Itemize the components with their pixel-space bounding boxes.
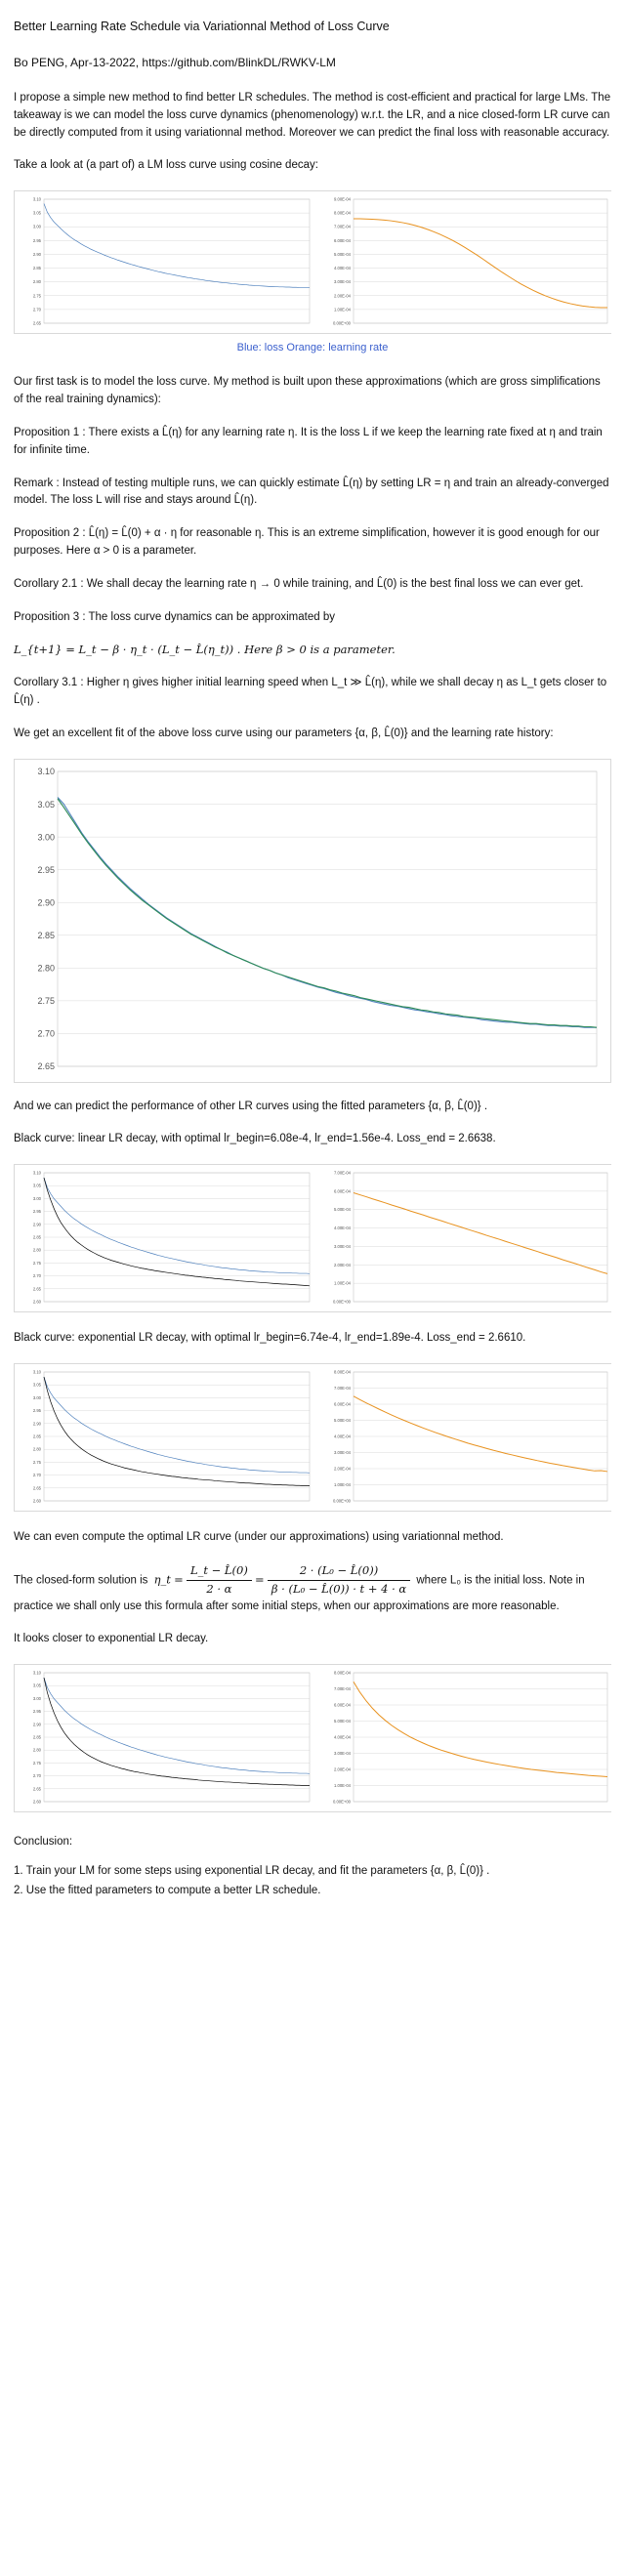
chart-fig1-lr xyxy=(312,191,615,333)
paragraph-closer-to-exp: It looks closer to exponential LR decay. xyxy=(14,1633,209,1645)
svg-text:3.05: 3.05 xyxy=(32,1183,41,1188)
svg-text:4.00E-04: 4.00E-04 xyxy=(334,266,351,271)
svg-text:6.00E-04: 6.00E-04 xyxy=(334,1401,351,1407)
figure-4 xyxy=(14,1363,611,1512)
chart-fig4-lr xyxy=(312,1364,615,1511)
svg-text:7.00E-04: 7.00E-04 xyxy=(334,1170,351,1176)
svg-text:2.80: 2.80 xyxy=(32,1446,41,1452)
figure-4-lr-plot xyxy=(312,1364,610,1511)
svg-text:0.00E+00: 0.00E+00 xyxy=(332,1498,351,1504)
figure-4-loss-plot xyxy=(15,1364,312,1511)
svg-text:2.70: 2.70 xyxy=(37,1028,55,1039)
chart-fig5-loss xyxy=(15,1665,317,1811)
svg-text:4.00E-04: 4.00E-04 xyxy=(334,1734,351,1740)
svg-text:2.85: 2.85 xyxy=(32,266,41,271)
figure-1 xyxy=(14,190,611,334)
svg-text:2.85: 2.85 xyxy=(32,1734,41,1740)
svg-text:2.65: 2.65 xyxy=(32,1485,41,1491)
eta-symbol: η_t xyxy=(153,1572,171,1587)
svg-text:5.00E-04: 5.00E-04 xyxy=(334,1418,351,1424)
svg-text:3.05: 3.05 xyxy=(37,799,55,810)
fraction-1-numerator: L_t − L̂(0) xyxy=(187,1562,252,1581)
svg-text:3.00: 3.00 xyxy=(37,831,55,842)
svg-text:2.80: 2.80 xyxy=(32,1247,41,1253)
svg-text:2.60: 2.60 xyxy=(32,1299,41,1305)
conclusion-item-2: 2. Use the fitted parameters to compute a better LR schedule. xyxy=(14,1884,321,1896)
paragraph-intro: I propose a simple new method to find better LR schedules. The method is cost-efficient and practical for large LMs. The takeaway is we can model the loss curve dynamics (phenomenology) w.r.t. the LR, and a nice closed-form LR curve can be directly computed from it using variationnal method. Moreover we can predict the final loss with reasonable accuracy. xyxy=(14,91,611,139)
svg-text:3.10: 3.10 xyxy=(32,1369,41,1375)
svg-text:3.00: 3.00 xyxy=(32,1696,41,1702)
svg-text:5.00E-04: 5.00E-04 xyxy=(334,252,351,258)
conclusion-list xyxy=(14,1863,611,1900)
svg-text:2.60: 2.60 xyxy=(32,1498,41,1504)
svg-text:8.00E-04: 8.00E-04 xyxy=(334,1670,351,1676)
svg-text:2.75: 2.75 xyxy=(32,293,41,299)
svg-text:2.00E-04: 2.00E-04 xyxy=(334,1466,351,1472)
svg-text:2.90: 2.90 xyxy=(32,1722,41,1727)
svg-text:3.00: 3.00 xyxy=(32,1196,41,1202)
svg-text:3.00E-04: 3.00E-04 xyxy=(334,1450,351,1456)
svg-text:2.80: 2.80 xyxy=(32,1747,41,1753)
conclusion-heading: Conclusion: xyxy=(14,1836,73,1849)
svg-text:2.70: 2.70 xyxy=(32,1773,41,1779)
svg-text:4.00E-04: 4.00E-04 xyxy=(334,1433,351,1439)
paragraph-black-exp: Black curve: exponential LR decay, with optimal lr_begin=6.74e-4, lr_end=1.89e-4. Loss_end = 2.6610. xyxy=(14,1332,526,1345)
paragraph-predict: And we can predict the performance of other LR curves using the fitted parameters {α, β, L̂(0)} . xyxy=(14,1100,488,1112)
svg-text:2.90: 2.90 xyxy=(37,897,55,908)
paragraph-corollary-3-1: Corollary 3.1 : Higher η gives higher initial learning speed when L_t ≫ L̂(η), while we shall decay η as L_t gets closer to L̂(η) . xyxy=(14,677,607,707)
svg-text:2.60: 2.60 xyxy=(32,1799,41,1805)
svg-text:6.00E-04: 6.00E-04 xyxy=(334,1702,351,1708)
svg-text:3.00E-04: 3.00E-04 xyxy=(334,279,351,285)
svg-text:9.00E-04: 9.00E-04 xyxy=(334,196,351,202)
svg-text:2.00E-04: 2.00E-04 xyxy=(334,293,351,299)
chart-fig2-fit xyxy=(15,760,610,1082)
svg-text:8.00E-04: 8.00E-04 xyxy=(334,210,351,216)
closed-form-prefix: The closed-form solution is xyxy=(14,1574,148,1587)
chart-fig3-lr xyxy=(312,1165,615,1311)
chart-fig1-loss xyxy=(15,191,317,333)
svg-text:7.00E-04: 7.00E-04 xyxy=(334,1686,351,1692)
chart-fig3-loss xyxy=(15,1165,317,1311)
svg-text:2.95: 2.95 xyxy=(32,238,41,244)
svg-text:3.10: 3.10 xyxy=(32,1170,41,1176)
paragraph-proposition-2: Proposition 2 : L̂(η) = L̂(0) + α · η for reasonable η. This is an extreme simplification, however it is good enough for our purposes. Here α > 0 is a parameter. xyxy=(14,527,600,557)
svg-text:2.75: 2.75 xyxy=(37,995,55,1006)
svg-text:1.00E-04: 1.00E-04 xyxy=(334,1280,351,1286)
figure-1-caption: Blue: loss Orange: learning rate xyxy=(236,342,389,354)
svg-text:2.70: 2.70 xyxy=(32,307,41,312)
svg-text:2.70: 2.70 xyxy=(32,1273,41,1279)
svg-text:6.00E-04: 6.00E-04 xyxy=(334,1188,351,1194)
svg-text:2.90: 2.90 xyxy=(32,252,41,258)
svg-text:3.10: 3.10 xyxy=(32,196,41,202)
byline: Bo PENG, Apr-13-2022, https://github.com/BlinkDL/RWKV-LM xyxy=(14,56,336,70)
svg-text:5.00E-04: 5.00E-04 xyxy=(334,1719,351,1724)
figure-3-lr-plot xyxy=(312,1165,610,1311)
svg-text:4.00E-04: 4.00E-04 xyxy=(334,1226,351,1231)
conclusion-item-1: 1. Train your LM for some steps using exponential LR decay, and fit the parameters {α, β, L̂(0)} . xyxy=(14,1864,490,1877)
svg-text:0.00E+00: 0.00E+00 xyxy=(332,1799,351,1805)
svg-text:2.95: 2.95 xyxy=(32,1408,41,1414)
fraction-2-numerator: 2 · (L₀ − L̂(0)) xyxy=(268,1562,410,1581)
svg-text:5.00E-04: 5.00E-04 xyxy=(334,1207,351,1213)
svg-text:0.00E+00: 0.00E+00 xyxy=(332,320,351,326)
svg-text:2.65: 2.65 xyxy=(32,320,41,326)
svg-text:7.00E-04: 7.00E-04 xyxy=(334,224,351,229)
svg-text:2.95: 2.95 xyxy=(32,1209,41,1215)
svg-text:3.05: 3.05 xyxy=(32,1683,41,1688)
figure-5 xyxy=(14,1664,611,1812)
figure-2 xyxy=(14,759,611,1083)
fraction-1 xyxy=(187,1562,252,1599)
svg-text:3.05: 3.05 xyxy=(32,1382,41,1388)
closed-form-suffix: where L₀ is the initial loss. Note in practice we shall only use this formula after some initial steps, when our approximations are more reasonable. xyxy=(14,1574,585,1612)
svg-text:1.00E-04: 1.00E-04 xyxy=(334,1783,351,1789)
svg-text:2.75: 2.75 xyxy=(32,1459,41,1465)
svg-text:2.85: 2.85 xyxy=(37,930,55,940)
paragraph-take-a-look: Take a look at (a part of) a LM loss curve using cosine decay: xyxy=(14,159,318,172)
svg-text:2.00E-04: 2.00E-04 xyxy=(334,1263,351,1268)
svg-text:2.75: 2.75 xyxy=(32,1261,41,1267)
fraction-2-denominator: β · (L₀ − L̂(0)) · t + 4 · α xyxy=(271,1581,407,1596)
svg-text:2.00E-04: 2.00E-04 xyxy=(334,1766,351,1772)
svg-text:2.75: 2.75 xyxy=(32,1761,41,1766)
chart-fig4-loss xyxy=(15,1364,317,1511)
fraction-1-denominator: 2 · α xyxy=(206,1581,232,1596)
svg-text:2.90: 2.90 xyxy=(32,1421,41,1427)
svg-text:2.70: 2.70 xyxy=(32,1473,41,1478)
chart-fig5-lr xyxy=(312,1665,615,1811)
paragraph-corollary-2-1: Corollary 2.1 : We shall decay the learning rate η → 0 while training, and L̂(0) is the best final loss we can ever get. xyxy=(14,577,584,590)
paragraph-variational: We can even compute the optimal LR curve (under our approximations) using variationnal method. xyxy=(14,1531,504,1544)
svg-text:3.10: 3.10 xyxy=(32,1670,41,1676)
svg-text:6.00E-04: 6.00E-04 xyxy=(334,238,351,244)
svg-text:2.80: 2.80 xyxy=(37,963,55,974)
svg-text:3.00: 3.00 xyxy=(32,1394,41,1400)
svg-text:0.00E+00: 0.00E+00 xyxy=(332,1299,351,1305)
page-title: Better Learning Rate Schedule via Variationnal Method of Loss Curve xyxy=(14,20,390,33)
svg-text:2.90: 2.90 xyxy=(32,1222,41,1227)
figure-3-loss-plot xyxy=(15,1165,312,1311)
svg-text:1.00E-04: 1.00E-04 xyxy=(334,1482,351,1488)
svg-text:2.95: 2.95 xyxy=(37,864,55,875)
svg-text:3.10: 3.10 xyxy=(37,766,55,776)
svg-text:2.85: 2.85 xyxy=(32,1433,41,1439)
svg-text:3.00E-04: 3.00E-04 xyxy=(334,1244,351,1250)
fraction-2 xyxy=(268,1562,410,1599)
svg-text:3.00E-04: 3.00E-04 xyxy=(334,1751,351,1757)
svg-text:2.85: 2.85 xyxy=(32,1234,41,1240)
svg-text:2.65: 2.65 xyxy=(32,1286,41,1292)
figure-1-lr-plot xyxy=(312,191,610,333)
figure-5-loss-plot xyxy=(15,1665,312,1811)
svg-text:3.05: 3.05 xyxy=(32,210,41,216)
svg-text:2.80: 2.80 xyxy=(32,279,41,285)
svg-text:7.00E-04: 7.00E-04 xyxy=(334,1386,351,1392)
figure-5-lr-plot xyxy=(312,1665,610,1811)
paragraph-proposition-3: Proposition 3 : The loss curve dynamics can be approximated by xyxy=(14,610,335,623)
svg-text:2.65: 2.65 xyxy=(32,1786,41,1792)
equals-2: = xyxy=(255,1572,265,1587)
paragraph-black-linear: Black curve: linear LR decay, with optimal lr_begin=6.08e-4, lr_end=1.56e-4. Loss_end = 2.6638. xyxy=(14,1133,496,1145)
equals-1: = xyxy=(174,1572,184,1587)
figure-1-loss-plot xyxy=(15,191,312,333)
paragraph-first-task: Our first task is to model the loss curve. My method is built upon these approximations (which are gross simplifications of the real training dynamics): xyxy=(14,376,601,406)
svg-text:8.00E-04: 8.00E-04 xyxy=(334,1369,351,1375)
svg-text:3.00: 3.00 xyxy=(32,224,41,229)
paragraph-proposition-1: Proposition 1 : There exists a L̂(η) for any learning rate η. It is the loss L if we keep the learning rate fixed at η and train for infinite time. xyxy=(14,426,603,456)
figure-3 xyxy=(14,1164,611,1312)
paragraph-remark: Remark : Instead of testing multiple runs, we can quickly estimate L̂(η) by setting LR = η and train an already-converged model. The loss L will rise and stays around L̂(η). xyxy=(14,477,609,507)
svg-text:2.65: 2.65 xyxy=(37,1060,55,1071)
paragraph-excellent-fit: We get an excellent fit of the above loss curve using our parameters {α, β, L̂(0)} and the learning rate history: xyxy=(14,727,554,739)
svg-text:2.95: 2.95 xyxy=(32,1709,41,1715)
equation-proposition-3: L_{t+1} = L_t − β · η_t · (L_t − L̂(η_t)) . Here β > 0 is a parameter. xyxy=(14,643,396,657)
svg-text:1.00E-04: 1.00E-04 xyxy=(334,307,351,312)
closed-form-solution xyxy=(14,1562,611,1615)
